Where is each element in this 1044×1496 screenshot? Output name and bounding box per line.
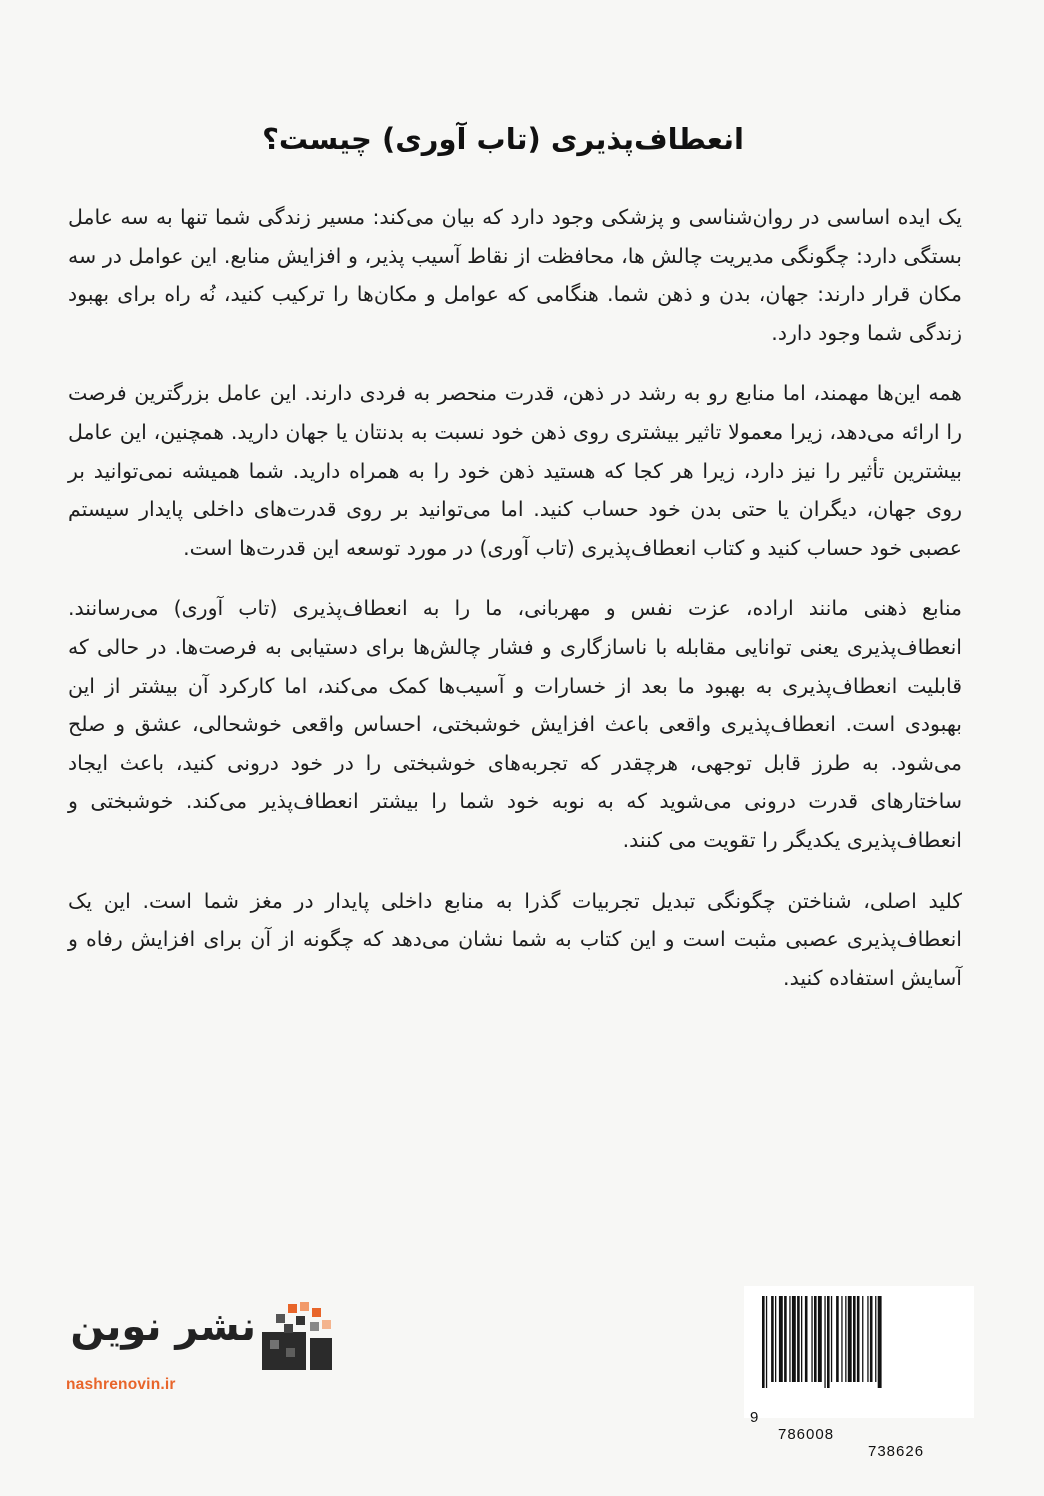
barcode-bar bbox=[827, 1296, 830, 1388]
barcode-bar bbox=[878, 1296, 882, 1388]
barcode-bar bbox=[836, 1296, 839, 1382]
barcode-bars bbox=[762, 1296, 958, 1388]
body-text bbox=[68, 198, 962, 1019]
barcode-bar bbox=[779, 1296, 783, 1382]
barcode-bar bbox=[811, 1296, 812, 1382]
barcode-bar bbox=[797, 1296, 800, 1382]
barcode-bar bbox=[862, 1296, 863, 1382]
barcode-bar bbox=[824, 1296, 825, 1388]
barcode-bar bbox=[814, 1296, 817, 1382]
barcode-bar bbox=[857, 1296, 860, 1382]
barcode-bar bbox=[775, 1296, 776, 1382]
barcode-bar bbox=[848, 1296, 852, 1382]
barcode-bar bbox=[845, 1296, 846, 1382]
paragraph-1: یک ایده اساسی در روان‌شناسی و پزشکی وجود دارد که بیان می‌کند: مسیر زندگی شما تنها به سه عامل بستگی دارد: چگونگی مدیریت چالش ها، محافظت از نقاط آسیب پذیر، و افزایش منابع. این عوامل در سه مکان قرار دارند: جهان، بدن و ذهن شما. هنگامی که عوامل و مکان‌ها را ترکیب کنید، نُه راه برای بهبود زندگی شما وجود دارد. bbox=[68, 205, 962, 345]
barcode-bar bbox=[792, 1296, 796, 1382]
barcode-group-1: 786008 bbox=[778, 1426, 835, 1443]
barcode-group-2: 738626 bbox=[868, 1443, 925, 1460]
publisher-website: nashrenovin.ir bbox=[66, 1376, 176, 1393]
barcode-bar bbox=[818, 1296, 822, 1382]
barcode-bar bbox=[784, 1296, 787, 1382]
barcode-number bbox=[744, 1392, 974, 1477]
isbn-barcode bbox=[744, 1286, 974, 1460]
paragraph-3: منابع ذهنی مانند اراده، عزت نفس و مهربانی، ما را به انعطاف‌پذیری (تاب آوری) می‌رسانند. انعطاف‌پذیری یعنی توانایی مقابله با ناسازگاری و فشار چالش‌ها برای دستیابی به فرصت‌ها. در حالی که قابلیت انعطاف‌پذیری به بهبود ما بعد از خسارات و آسیب‌ها کمک می‌کند، اما کارکرد آن بیشتر از این بهبودی است. انعطاف‌پذیری واقعی باعث افزایش خوشبختی، احساس واقعی خوشحالی، عشق و صلح می‌شود. به طرز قابل توجهی، هرچقدر که تجربه‌های خوشبختی را در خود درونی کنید، باعث ایجاد ساختارهای قدرت درونی می‌شوید که به نوبه خود شما را بیشتر انعطاف‌پذیر می‌کند. خوشبختی و انعطاف‌پذیری یکدیگر را تقویت می کنند. bbox=[68, 596, 962, 852]
barcode-bar bbox=[801, 1296, 802, 1382]
page-title: انعطاف‌پذیری (تاب آوری) چیست؟ bbox=[262, 122, 744, 156]
barcode-bar bbox=[831, 1296, 832, 1382]
paragraph-4: کلید اصلی، شناختن چگونگی تبدیل تجربیات گذرا به منابع داخلی پایدار در مغز شما است. این یک انعطاف‌پذیری عصبی مثبت است و این کتاب به شما نشان می‌دهد که چگونه از آن برای افزایش رفاه و آسایش استفاده کنید. bbox=[68, 888, 962, 990]
barcode-bar bbox=[870, 1296, 873, 1382]
barcode-bar bbox=[766, 1296, 767, 1388]
book-pixels-logo-icon bbox=[258, 1298, 336, 1372]
cover-footer bbox=[0, 1230, 1044, 1496]
barcode-lead-digit: 9 bbox=[750, 1409, 760, 1426]
barcode-bar bbox=[805, 1296, 808, 1382]
publisher-logo bbox=[66, 1298, 336, 1408]
barcode-bar bbox=[762, 1296, 765, 1388]
barcode-bar bbox=[789, 1296, 790, 1382]
barcode-bar bbox=[867, 1296, 868, 1382]
publisher-name: نشر نوین bbox=[70, 1304, 256, 1350]
barcode-bar bbox=[771, 1296, 774, 1382]
paragraph-2: همه این‌ها مهمند، اما منابع رو به رشد در ذهن، قدرت منحصر به فردی دارند. این عامل بزرگترین فرصت را ارائه می‌دهد، زیرا معمولا تاثیر بیشتری روی ذهن خود نسبت به بدنتان یا جهان دارید. همچنین، این عامل بیشترین تأثیر را نیز دارد، زیرا هر کجا که هستید ذهن خود را به همراه دارید. شما همیشه نمی‌توانید بر روی جهان، دیگران یا حتی بدن خود حساب کنید. اما می‌توانید بر روی قدرت‌های داخلی پایدار سیستم عصبی خود حساب کنید و کتاب انعطاف‌پذیری (تاب آوری) در مورد توسعه این قدرت‌ها است. bbox=[68, 381, 962, 560]
barcode-bar bbox=[841, 1296, 842, 1382]
barcode-bar bbox=[853, 1296, 856, 1382]
barcode-bar bbox=[875, 1296, 876, 1382]
